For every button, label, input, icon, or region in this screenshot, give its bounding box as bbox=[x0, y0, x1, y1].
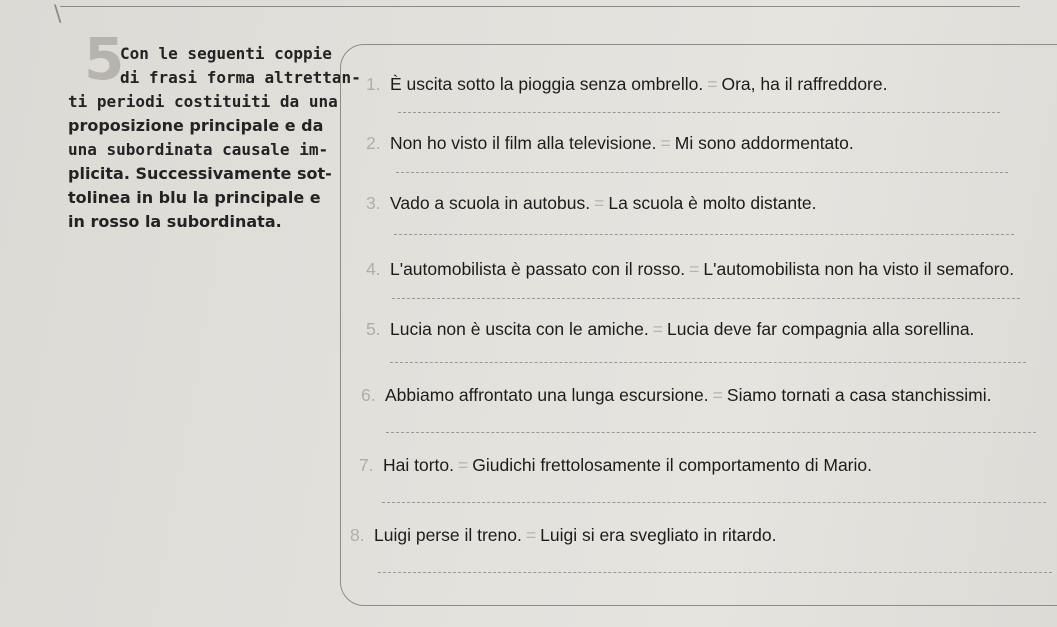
second-clause: Luigi si era svegliato in ritardo. bbox=[540, 525, 777, 545]
first-clause: Luigi perse il treno. bbox=[374, 525, 522, 545]
instruction-line: di frasi forma altrettan- bbox=[120, 68, 361, 87]
instruction-line: in rosso la subordinata. bbox=[68, 212, 282, 231]
first-clause: Lucia non è uscita con le amiche. bbox=[390, 319, 649, 339]
second-clause: Giudichi frettolosamente il comportamento di Mario. bbox=[472, 455, 872, 475]
sentence-item bbox=[361, 385, 991, 406]
item-number: 7. bbox=[359, 455, 374, 475]
sentence-item bbox=[359, 455, 872, 476]
answer-line-3 bbox=[394, 234, 1014, 235]
answer-line-8 bbox=[378, 572, 1052, 573]
second-clause: La scuola è molto distante. bbox=[608, 193, 817, 213]
answer-line-4 bbox=[392, 298, 1020, 299]
sentence-item bbox=[366, 319, 974, 340]
answer-line-1 bbox=[398, 112, 1000, 113]
exercise-number: 5 bbox=[84, 25, 125, 93]
item-number: 4. bbox=[366, 259, 381, 279]
second-clause: Ora, ha il raffreddore. bbox=[721, 74, 888, 94]
separator: = bbox=[525, 525, 537, 545]
instruction-line: plicita. Successivamente sot- bbox=[68, 164, 332, 183]
corner-mark: \ bbox=[54, 2, 62, 27]
second-clause: Lucia deve far compagnia alla sorellina. bbox=[667, 319, 975, 339]
answer-line-7 bbox=[382, 502, 1046, 503]
exercise-instructions bbox=[68, 42, 361, 234]
separator: = bbox=[458, 455, 469, 475]
instruction-line: proposizione principale e da bbox=[68, 116, 324, 135]
item-number: 8. bbox=[350, 525, 365, 545]
first-clause: È uscita sotto la pioggia senza ombrello. bbox=[390, 74, 704, 94]
separator: = bbox=[652, 319, 664, 339]
top-rule bbox=[60, 6, 1020, 7]
answer-line-6 bbox=[386, 432, 1036, 433]
answer-line-5 bbox=[390, 362, 1026, 363]
first-clause: Non ho visto il film alla televisione. bbox=[390, 133, 657, 153]
answer-line-2 bbox=[396, 172, 1008, 173]
first-clause: Hai torto. bbox=[383, 455, 454, 475]
item-number: 2. bbox=[366, 133, 381, 153]
sentence-item bbox=[366, 259, 1014, 280]
second-clause: Siamo tornati a casa stanchissimi. bbox=[726, 385, 992, 405]
second-clause: Mi sono addormentato. bbox=[674, 133, 854, 153]
instruction-line: Con le seguenti coppie bbox=[120, 44, 332, 63]
first-clause: L'automobilista è passato con il rosso. bbox=[390, 259, 686, 279]
separator: = bbox=[712, 385, 723, 405]
sentence-item bbox=[366, 193, 817, 214]
separator: = bbox=[707, 74, 718, 94]
second-clause: L'automobilista non ha visto il semaforo. bbox=[703, 259, 1015, 279]
instruction-line: una subordinata causale im- bbox=[68, 140, 329, 159]
item-number: 6. bbox=[361, 385, 376, 405]
sentence-item bbox=[366, 74, 887, 95]
item-number: 3. bbox=[366, 193, 381, 213]
first-clause: Abbiamo affrontato una lunga escursione. bbox=[385, 385, 709, 405]
instruction-line: tolinea in blu la principale e bbox=[68, 188, 321, 207]
separator: = bbox=[594, 193, 605, 213]
item-number: 1. bbox=[366, 74, 381, 94]
instruction-line: ti periodi costituiti da una bbox=[68, 92, 338, 111]
sentence-item bbox=[366, 133, 854, 154]
sentence-item bbox=[350, 525, 776, 546]
item-number: 5. bbox=[366, 319, 381, 339]
separator: = bbox=[660, 133, 671, 153]
separator: = bbox=[689, 259, 700, 279]
first-clause: Vado a scuola in autobus. bbox=[390, 193, 591, 213]
